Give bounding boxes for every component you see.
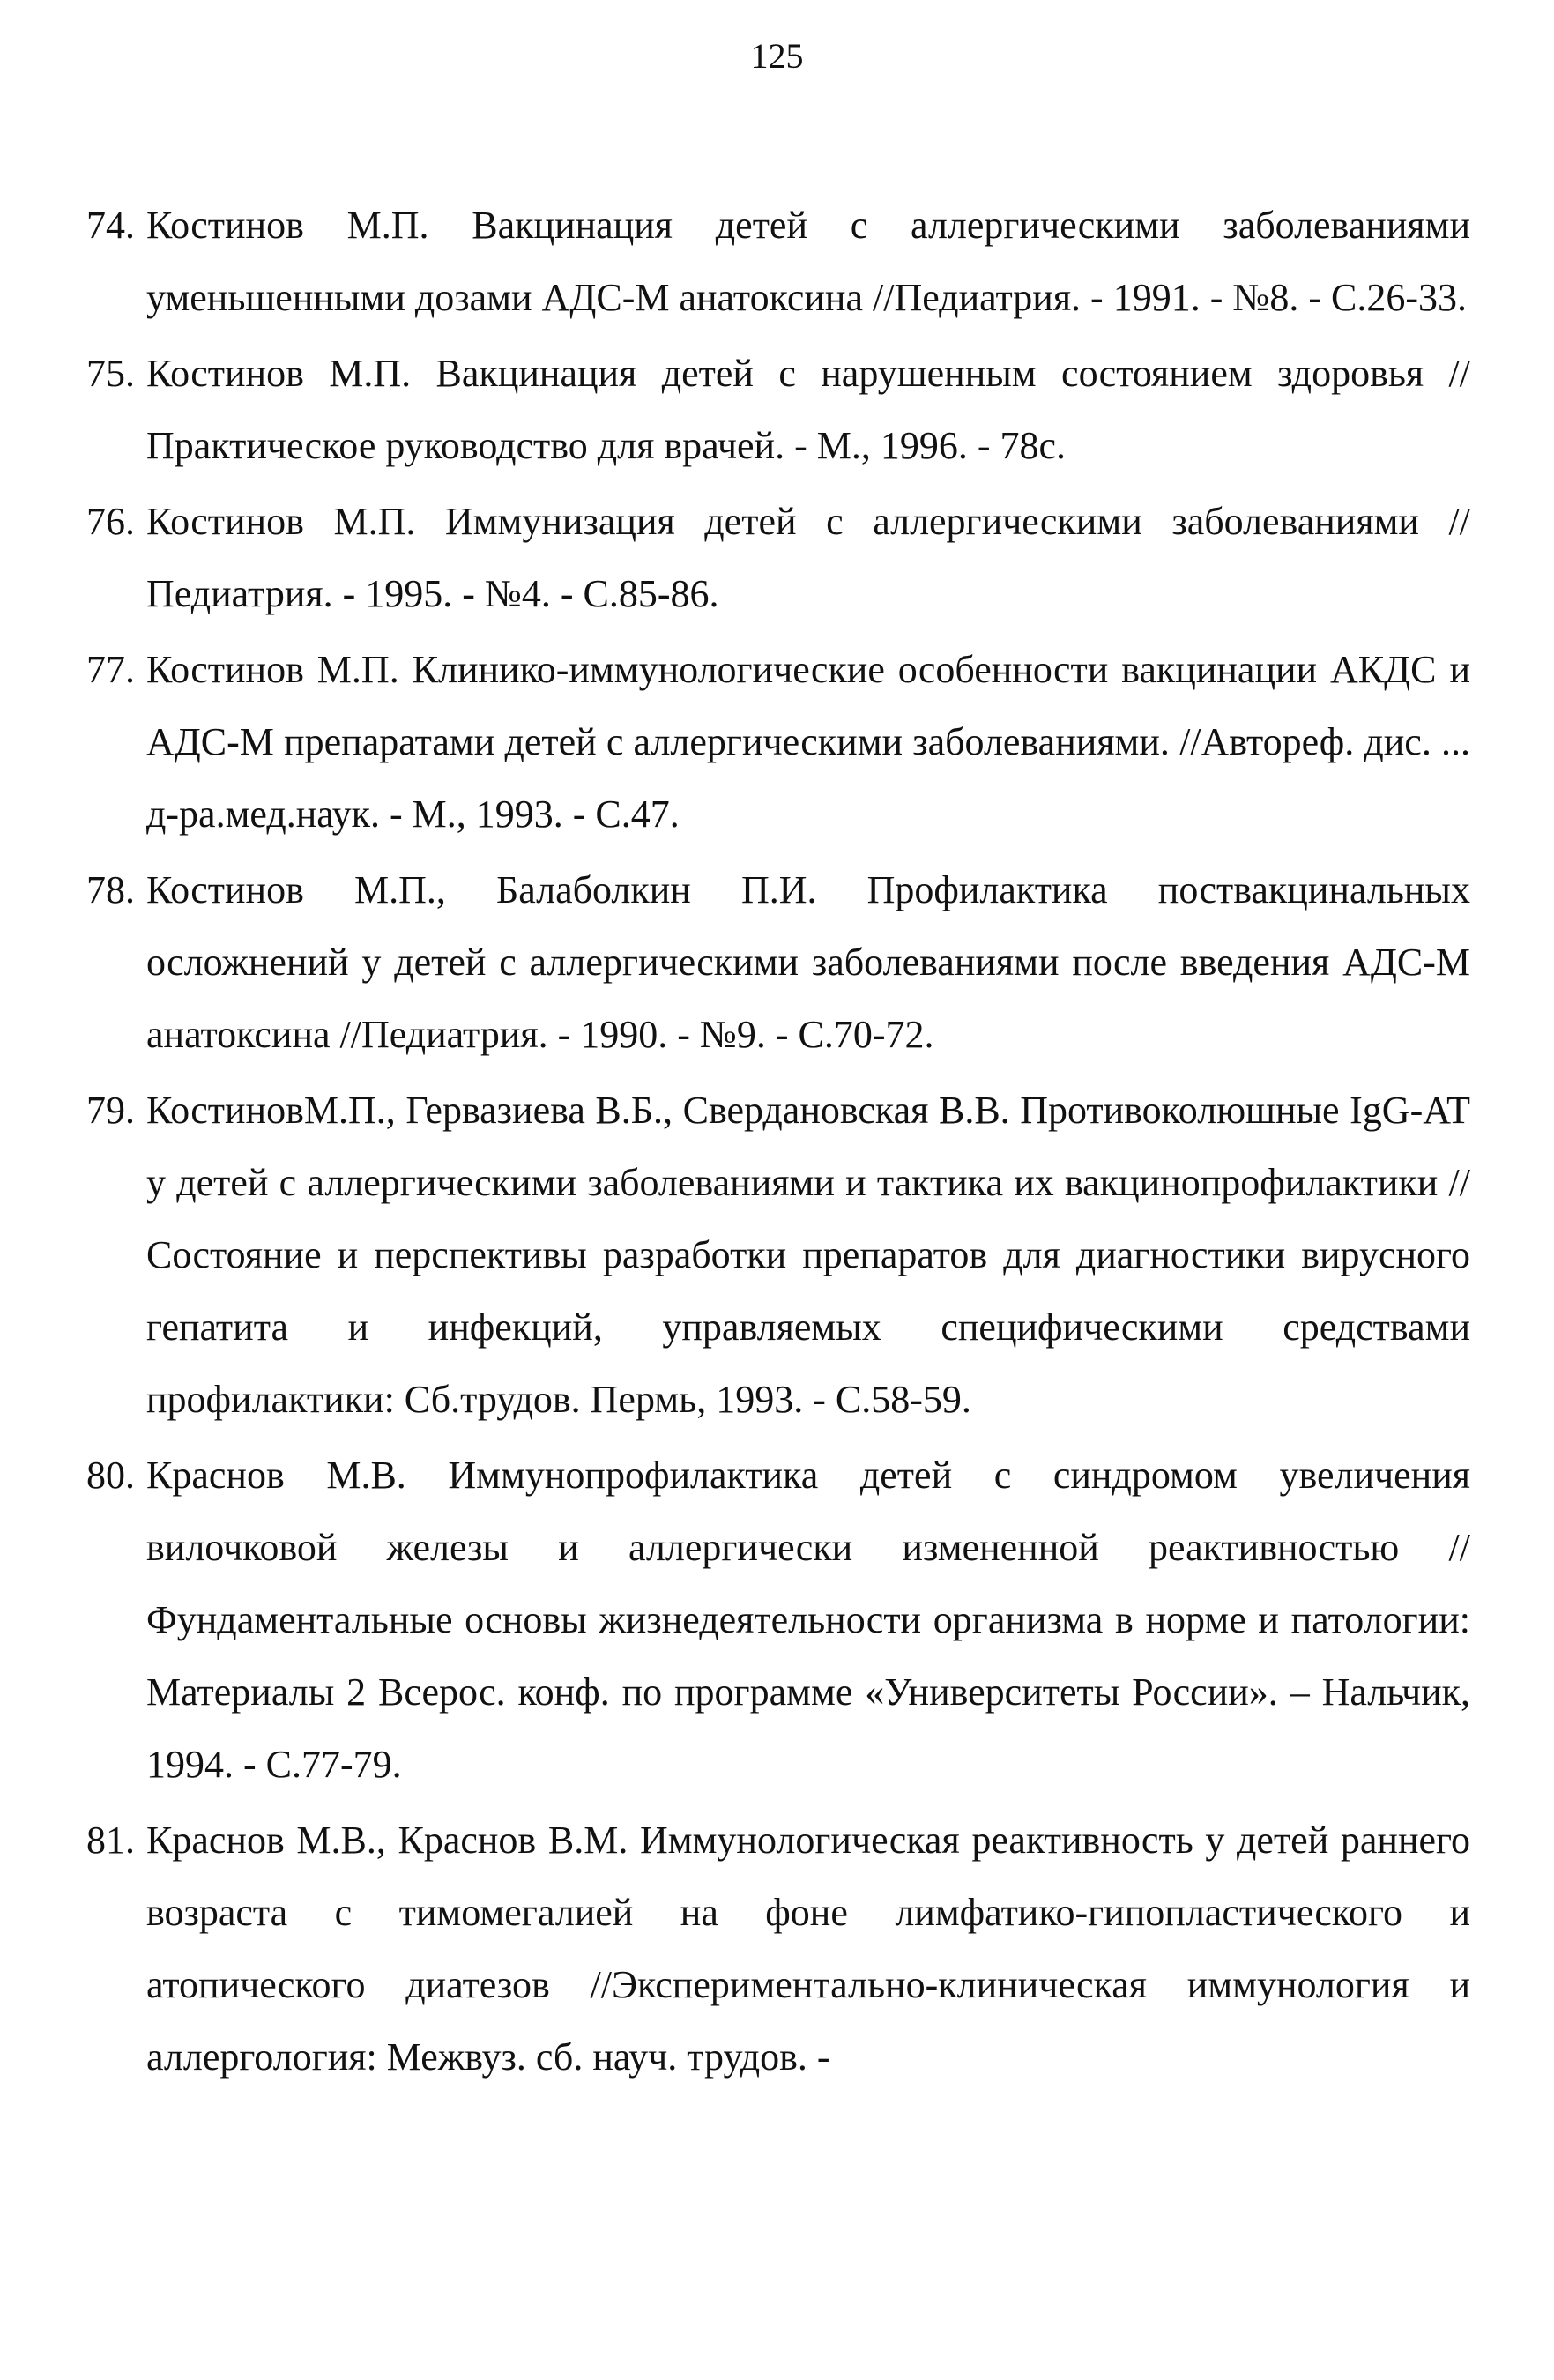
reference-text: Костинов М.П. Клинико-иммунологические особенности вакцинации АКДС и АДС-М препаратами детей с аллергическими заболеваниями. //Автореф. дис. ... д-ра.мед.наук. - М., 1993. - С.47. (146, 648, 1470, 836)
reference-text: Костинов М.П. Вакцинация детей с нарушенным состоянием здоровья //Практическое руководство для врачей. - М., 1996. - 78с. (146, 352, 1470, 467)
reference-entry-77 (86, 634, 1470, 851)
reference-entry-78 (86, 854, 1470, 1071)
reference-number: 74. (86, 204, 135, 247)
reference-entry-81 (86, 1804, 1470, 2094)
reference-text: Костинов М.П., Балаболкин П.И. Профилактика поствакцинальных осложнений у детей с аллергическими заболеваниями после введения АДС-М анатоксина //Педиатрия. - 1990. - №9. - С.70-72. (146, 868, 1470, 1056)
reference-text: Костинов М.П. Иммунизация детей с аллергическими заболеваниями //Педиатрия. - 1995. - №4. - С.85-86. (146, 500, 1470, 615)
reference-entry-79 (86, 1075, 1470, 1436)
reference-text: Краснов М.В. Иммунопрофилактика детей с синдромом увеличения вилочковой железы и аллергически измененной реактивностью //Фундаментальные основы жизнедеятельности организма в норме и патологии: Материалы 2 Всерос. конф. по программе «Университеты России». – Нальчик, 1994. - С.77-79. (146, 1454, 1470, 1786)
reference-text: Краснов М.В., Краснов В.М. Иммунологическая реактивность у детей раннего возраста с тимомегалией на фоне лимфатико-гипопластического и атопического диатезов //Экспериментально-клиническая иммунология и аллергология: Межвуз. сб. науч. трудов. - (146, 1818, 1470, 2079)
reference-number: 76. (86, 500, 135, 543)
reference-text: Костинов М.П. Вакцинация детей с аллергическими заболеваниями уменьшенными дозами АДС-М анатоксина //Педиатрия. - 1991. - №8. - С.26-33. (146, 204, 1470, 319)
reference-entry-74 (86, 190, 1470, 334)
reference-text: КостиновМ.П., Гервазиева В.Б., Свердановская В.В. Противоколюшные IgG-AT у детей с аллергическими заболеваниями и тактика их вакцинопрофилактики //Состояние и перспективы разработки препаратов для диагностики вирусного гепатита и инфекций, управляемых специфическими средствами профилактики: Сб.трудов. Пермь, 1993. - С.58-59. (146, 1089, 1470, 1421)
reference-list (86, 190, 1470, 2097)
reference-number: 78. (86, 868, 135, 911)
reference-number: 75. (86, 352, 135, 395)
page-number: 125 (750, 36, 804, 76)
reference-number: 81. (86, 1818, 135, 1862)
reference-entry-76 (86, 486, 1470, 630)
reference-number: 79. (86, 1089, 135, 1132)
reference-number: 80. (86, 1454, 135, 1497)
reference-entry-80 (86, 1439, 1470, 1801)
reference-number: 77. (86, 648, 135, 691)
reference-entry-75 (86, 338, 1470, 482)
